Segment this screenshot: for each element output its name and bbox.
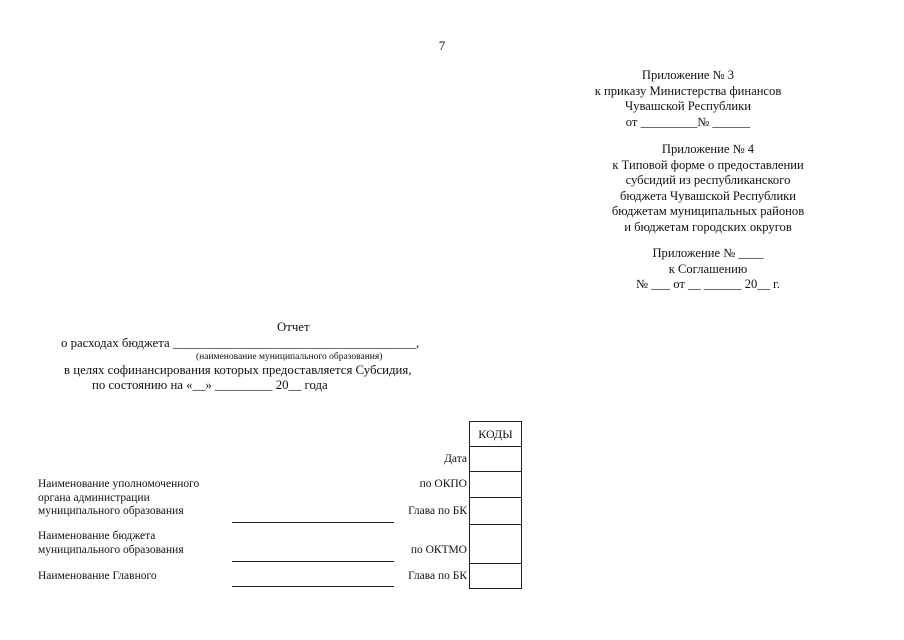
agreement-line: Приложение № ____: [652, 246, 764, 260]
code-cell-bk-1[interactable]: [470, 498, 522, 525]
authority-label: [38, 478, 199, 519]
agreement-block: [608, 246, 808, 293]
appendix-4-line: Приложение № 4: [661, 142, 755, 156]
code-cell-date[interactable]: [470, 447, 522, 472]
codes-header: КОДЫ: [470, 422, 522, 447]
authority-label-line: Наименование уполномоченного: [38, 478, 200, 490]
report-line-1-note: (наименование муниципального образования): [196, 352, 383, 362]
appendix-3-line: к приказу Министерства финансов: [594, 83, 782, 98]
appendix-4-line: к Типовой форме о предоставлении: [612, 157, 804, 172]
appendix-3-block: [588, 68, 788, 130]
appendix-4-line: субсидий из республиканского: [625, 173, 791, 187]
authority-label-line: органа администрации: [38, 491, 150, 504]
budget-label: [38, 530, 184, 557]
chief-field-line[interactable]: [232, 586, 394, 587]
appendix-4-line: бюджетам муниципальных районов: [611, 204, 805, 218]
report-line-3: по состоянию на «__» _________ 20__ года: [92, 378, 328, 392]
page-number: 7: [438, 38, 446, 53]
appendix-4-block: [598, 142, 818, 235]
row-label-date: Дата: [444, 453, 467, 465]
row-label-bk-1: Глава по БК: [408, 505, 467, 517]
row-label-oktmo: по ОКТМО: [410, 544, 467, 556]
appendix-3-line: от _________№ ______: [625, 114, 751, 129]
row-label-bk-2: Глава по БК: [408, 570, 467, 582]
authority-label-line: муниципального образования: [38, 505, 184, 517]
appendix-3-line: Чувашской Республики: [625, 99, 751, 113]
chief-label-line: Наименование Главного: [38, 570, 157, 582]
authority-field-line[interactable]: [232, 522, 394, 523]
appendix-4-line: бюджета Чувашской Республики: [619, 188, 797, 203]
chief-label: [38, 570, 157, 584]
report-line-1: о расходах бюджета ______________________________________,: [61, 336, 420, 350]
budget-label-line: Наименование бюджета: [38, 530, 156, 542]
appendix-4-line: и бюджетам городских округов: [624, 219, 792, 234]
code-cell-bk-2[interactable]: [470, 564, 522, 589]
code-cell-okpo[interactable]: [470, 472, 522, 498]
agreement-line: № ___ от __ ______ 20__ г.: [636, 277, 780, 291]
code-cell-oktmo[interactable]: [470, 525, 522, 564]
codes-table: [469, 421, 522, 589]
budget-label-line: муниципального образования: [38, 543, 184, 556]
agreement-line: к Соглашению: [668, 261, 748, 276]
report-line-2: в целях софинансирования которых предоставляется Субсидия,: [64, 363, 412, 377]
budget-field-line[interactable]: [232, 561, 394, 562]
appendix-3-line: Приложение № 3: [641, 68, 735, 82]
row-label-okpo: по ОКПО: [419, 478, 467, 490]
report-title: Отчет: [277, 320, 310, 334]
